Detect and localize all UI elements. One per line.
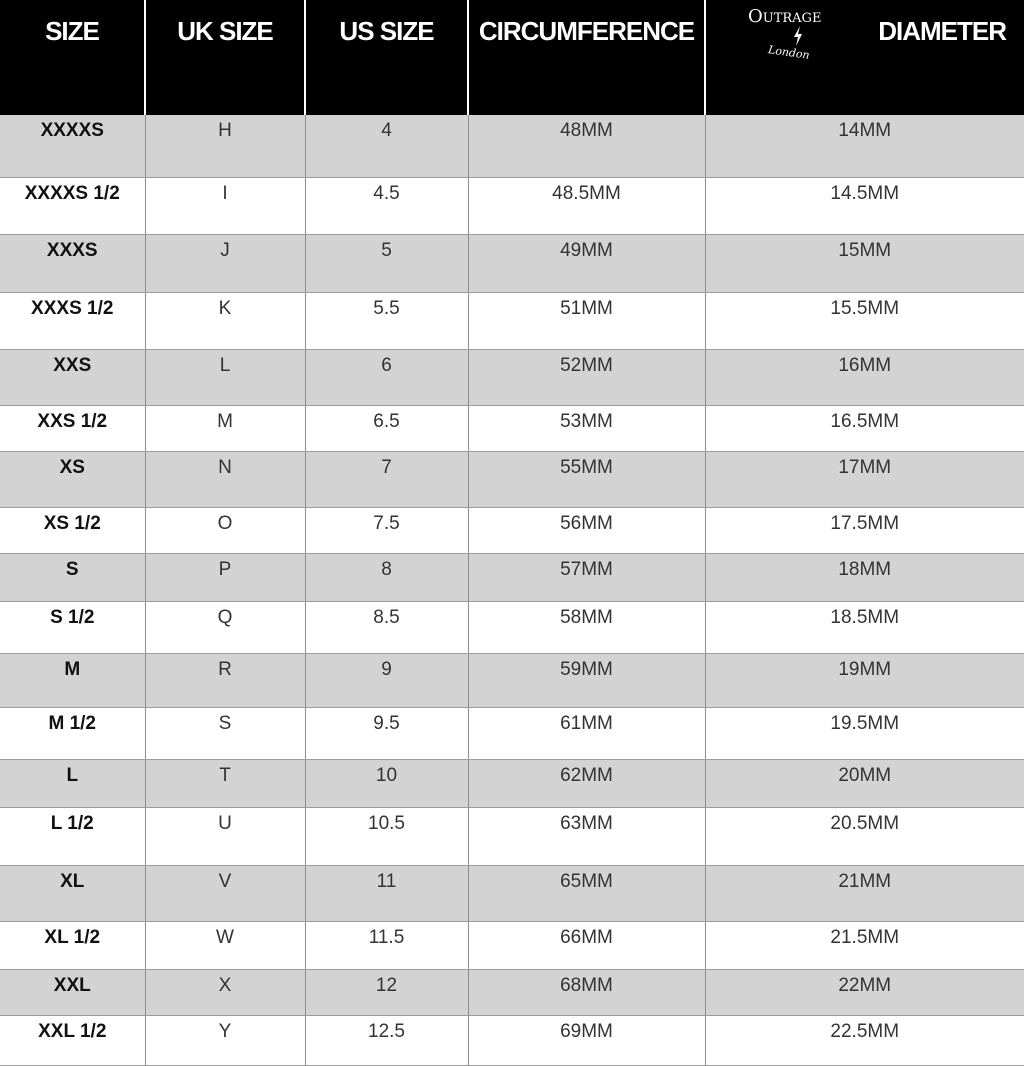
table-row [0,865,1024,921]
cell-uk-size: P [145,553,305,601]
cell-circumference: 56MM [468,507,705,553]
cell-circumference: 65MM [468,865,705,921]
cell-uk-size: W [145,921,305,969]
cell-size: XXXXS [0,115,145,177]
cell-uk-size: K [145,292,305,349]
table-header [0,0,1024,115]
cell-size: M 1/2 [0,707,145,759]
cell-us-size: 9 [305,653,468,707]
cell-size: XXS [0,349,145,405]
table-row [0,707,1024,759]
cell-diameter: 20MM [705,759,1024,807]
table-row [0,177,1024,234]
header-diameter-cell [705,0,1024,115]
cell-uk-size: S [145,707,305,759]
cell-diameter: 20.5MM [705,807,1024,865]
cell-circumference: 57MM [468,553,705,601]
cell-us-size: 6.5 [305,405,468,451]
cell-size: XXXS [0,234,145,292]
cell-diameter: 17MM [705,451,1024,507]
table-row [0,601,1024,653]
cell-us-size: 7.5 [305,507,468,553]
cell-circumference: 68MM [468,969,705,1015]
cell-size: M [0,653,145,707]
cell-circumference: 63MM [468,807,705,865]
cell-size: L [0,759,145,807]
table-row [0,969,1024,1015]
cell-us-size: 8.5 [305,601,468,653]
cell-us-size: 4 [305,115,468,177]
logo-city-text: London [767,43,811,62]
header-size: SIZE [0,0,145,115]
cell-uk-size: O [145,507,305,553]
cell-circumference: 55MM [468,451,705,507]
cell-us-size: 10 [305,759,468,807]
cell-size: S 1/2 [0,601,145,653]
cell-us-size: 12.5 [305,1015,468,1065]
cell-size: S [0,553,145,601]
table-row [0,759,1024,807]
table-body [0,115,1024,1065]
cell-circumference: 51MM [468,292,705,349]
cell-circumference: 61MM [468,707,705,759]
cell-uk-size: Y [145,1015,305,1065]
cell-circumference: 52MM [468,349,705,405]
cell-circumference: 49MM [468,234,705,292]
cell-uk-size: H [145,115,305,177]
cell-size: XL 1/2 [0,921,145,969]
header-row [0,0,1024,115]
cell-uk-size: I [145,177,305,234]
cell-uk-size: L [145,349,305,405]
cell-us-size: 6 [305,349,468,405]
cell-size: XL [0,865,145,921]
cell-size: L 1/2 [0,807,145,865]
cell-us-size: 4.5 [305,177,468,234]
cell-diameter: 15MM [705,234,1024,292]
cell-uk-size: T [145,759,305,807]
cell-us-size: 11 [305,865,468,921]
table-row [0,653,1024,707]
cell-diameter: 21MM [705,865,1024,921]
cell-diameter: 16.5MM [705,405,1024,451]
cell-uk-size: X [145,969,305,1015]
cell-size: XXS 1/2 [0,405,145,451]
cell-diameter: 18.5MM [705,601,1024,653]
table-row [0,115,1024,177]
table-row [0,1015,1024,1065]
cell-us-size: 10.5 [305,807,468,865]
cell-uk-size: M [145,405,305,451]
table-row [0,921,1024,969]
cell-uk-size: V [145,865,305,921]
cell-diameter: 17.5MM [705,507,1024,553]
cell-size: XXXXS 1/2 [0,177,145,234]
cell-diameter: 22.5MM [705,1015,1024,1065]
cell-us-size: 11.5 [305,921,468,969]
cell-us-size: 12 [305,969,468,1015]
cell-diameter: 16MM [705,349,1024,405]
cell-size: XS 1/2 [0,507,145,553]
cell-us-size: 5 [305,234,468,292]
cell-diameter: 21.5MM [705,921,1024,969]
cell-circumference: 59MM [468,653,705,707]
header-uk-size: UK SIZE [145,0,305,115]
cell-diameter: 22MM [705,969,1024,1015]
cell-diameter: 15.5MM [705,292,1024,349]
cell-circumference: 48.5MM [468,177,705,234]
cell-circumference: 48MM [468,115,705,177]
header-diameter: DIAMETER [878,16,1006,46]
header-us-size: US SIZE [305,0,468,115]
cell-circumference: 62MM [468,759,705,807]
table-row [0,807,1024,865]
table-row [0,292,1024,349]
table-row [0,507,1024,553]
cell-uk-size: J [145,234,305,292]
cell-size: XXL 1/2 [0,1015,145,1065]
cell-circumference: 53MM [468,405,705,451]
header-circumference: CIRCUMFERENCE [468,0,705,115]
table-row [0,234,1024,292]
cell-uk-size: U [145,807,305,865]
cell-uk-size: N [145,451,305,507]
cell-diameter: 19MM [705,653,1024,707]
table-row [0,405,1024,451]
cell-diameter: 19.5MM [705,707,1024,759]
cell-us-size: 7 [305,451,468,507]
cell-diameter: 14MM [705,115,1024,177]
cell-us-size: 5.5 [305,292,468,349]
cell-circumference: 69MM [468,1015,705,1065]
cell-diameter: 18MM [705,553,1024,601]
cell-uk-size: Q [145,601,305,653]
cell-diameter: 14.5MM [705,177,1024,234]
table-row [0,553,1024,601]
lightning-bolt-icon [792,26,804,46]
cell-size: XS [0,451,145,507]
cell-size: XXL [0,969,145,1015]
table-row [0,451,1024,507]
cell-circumference: 58MM [468,601,705,653]
cell-circumference: 66MM [468,921,705,969]
cell-uk-size: R [145,653,305,707]
cell-us-size: 8 [305,553,468,601]
cell-size: XXXS 1/2 [0,292,145,349]
brand-logo [748,6,852,66]
table-row [0,349,1024,405]
cell-us-size: 9.5 [305,707,468,759]
logo-brand-text: Outrage [748,6,822,27]
